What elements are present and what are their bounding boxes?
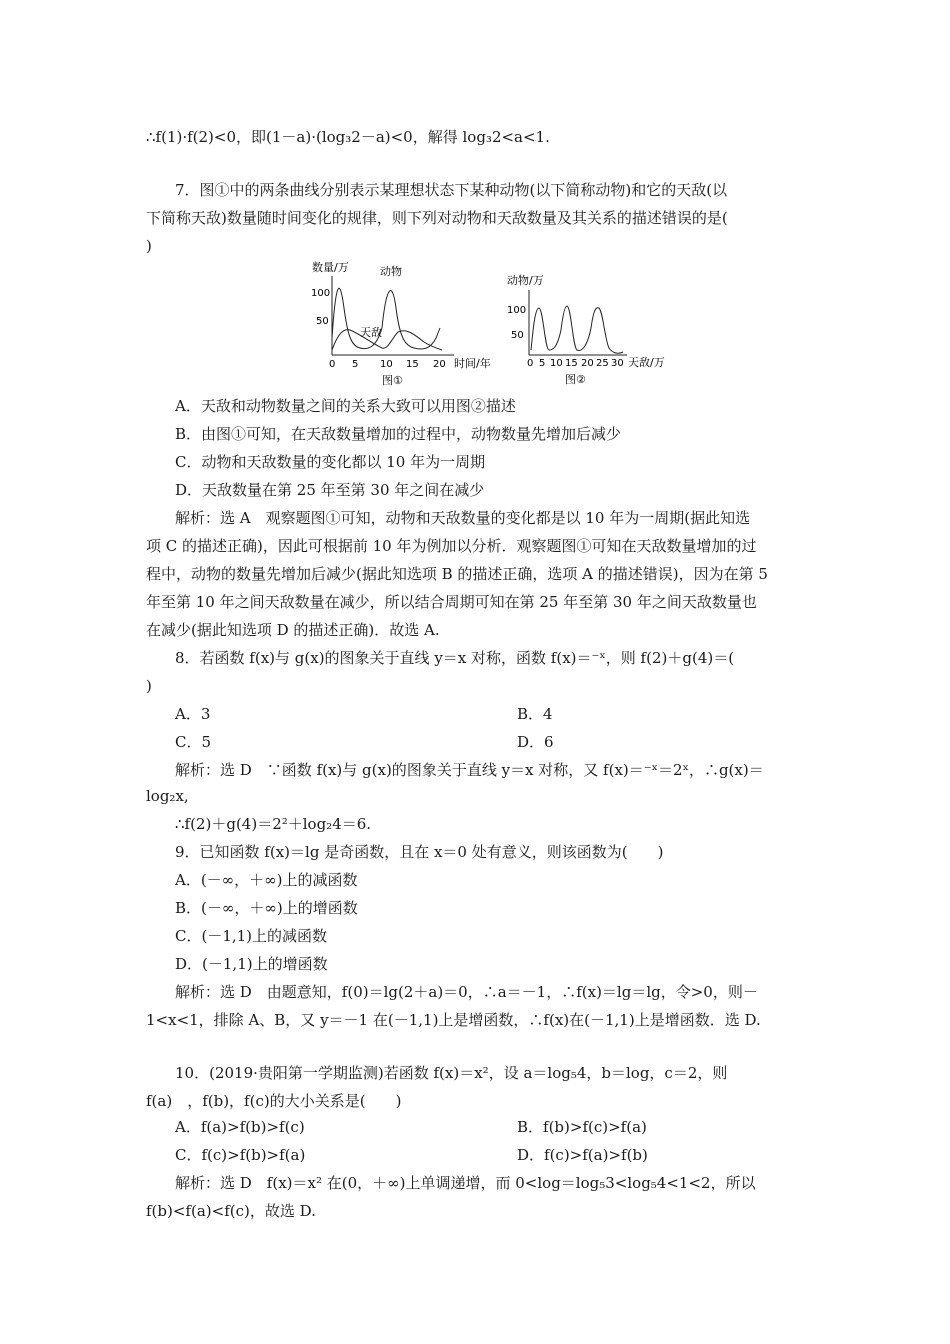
figure-2-phase-curve (503, 270, 683, 388)
solution-10: 解析：选 D f(x)＝x² 在(0，＋∞)上单调递增，而 0<log＝log₅3<log₅4<1<2，所以 (175, 1174, 756, 1192)
fig1-animal-label: 动物 (380, 265, 402, 278)
fig1-xtick: 0 (329, 359, 336, 370)
fig1-xtick: 10 (380, 359, 393, 370)
fig1-x-axis-label: 时间/年 (454, 357, 491, 370)
solution-10: f(b)<f(a)<f(c)，故选 D. (146, 1202, 316, 1220)
question-10-stem: 10．(2019·贵阳第一学期监测)若函数 f(x)＝x²，设 a＝log₅4，b＝log，c＝2，则 (175, 1064, 728, 1082)
figure-1-population-curves (296, 258, 508, 388)
option-D: D．(－1,1)上的增函数 (175, 955, 328, 973)
option-B: B．4 (517, 705, 553, 723)
fig1-animal-curve (332, 288, 440, 349)
fig2-caption: 图② (565, 373, 586, 386)
option-C: C．5 (175, 733, 212, 751)
fig2-xtick: 30 (611, 358, 624, 369)
question-9-stem: 9．已知函数 f(x)＝lg 是奇函数，且在 x＝0 处有意义，则该函数为( ) (175, 843, 664, 861)
fig2-xtick: 25 (596, 358, 609, 369)
fig2-xtick: 15 (565, 358, 578, 369)
fig1-enemy-label: 天敌 (360, 326, 382, 339)
option-C: C．(－1,1)上的减函数 (175, 927, 328, 945)
option-C: C．动物和天敌数量的变化都以 10 年为一周期 (175, 453, 486, 471)
question-7-stem: 7．图①中的两条曲线分别表示某理想状态下某种动物(以下简称动物)和它的天敌(以 (175, 181, 728, 199)
option-D: D．6 (517, 733, 554, 751)
option-D: D．天敌数量在第 25 年至第 30 年之间在减少 (175, 481, 485, 499)
solution-7: 年至第 10 年之间天敌数量在减少，所以结合周期可知在第 25 年至第 30 年之间天敌数量也 (146, 593, 757, 611)
fig2-y-axis-label: 动物/万 (507, 274, 544, 287)
solution-7: 在减少(据此知选项 D 的描述正确)．故选 A. (146, 621, 440, 639)
solution-9: 1<x<1，排除 A、B，又 y＝－1 在(－1,1)上是增函数，∴f(x)在(－1,1)上是增函数．选 D. (146, 1011, 761, 1029)
fig1-xtick: 15 (406, 359, 419, 370)
fig2-xtick: 20 (581, 358, 594, 369)
fig2-curve (531, 306, 623, 353)
fig1-y-axis-label: 数量/万 (312, 261, 349, 274)
solution-7: 程中，动物的数量先增加后减少(据此知选项 B 的描述正确，选项 A 的描述错误)，因为在第 5 (146, 565, 768, 583)
fig1-ytick: 50 (316, 316, 329, 327)
option-A: A．(－∞，＋∞)上的减函数 (175, 871, 358, 889)
question-8-stem: 8．若函数 f(x)与 g(x)的图象关于直线 y＝x 对称，函数 f(x)＝⁻ˣ，则 f(2)＋g(4)＝( (175, 649, 735, 667)
option-B: B．(－∞，＋∞)上的增函数 (175, 899, 358, 917)
fig2-xtick: 10 (550, 358, 563, 369)
solution-8: ∴f(2)＋g(4)＝2²＋log₂4＝6. (175, 815, 372, 833)
text-line: ∴f(1)·f(2)<0，即(1－a)·(log₃2－a)<0，解得 log₃2<a<1. (146, 128, 550, 146)
solution-8: 解析：选 D ∵函数 f(x)与 g(x)的图象关于直线 y＝x 对称，又 f(x)＝⁻ˣ＝2ˣ，∴g(x)＝ (175, 761, 764, 779)
fig1-ytick: 100 (311, 288, 331, 299)
question-8-stem: ) (146, 677, 152, 695)
option-D: D．f(c)>f(a)>f(b) (517, 1146, 648, 1164)
option-A: A．天敌和动物数量之间的关系大致可以用图②描述 (175, 397, 516, 415)
option-B: B．f(b)>f(c)>f(a) (517, 1118, 647, 1136)
option-A: A．3 (175, 705, 211, 723)
question-10-stem: f(a) ，f(b)，f(c)的大小关系是( ) (146, 1092, 402, 1110)
option-A: A．f(a)>f(b)>f(c) (175, 1118, 305, 1136)
fig2-ytick: 50 (511, 330, 524, 341)
question-7-stem: 下简称天敌)数量随时间变化的规律，则下列对动物和天敌数量及其关系的描述错误的是( (146, 209, 728, 227)
solution-8: log₂x, (146, 787, 189, 805)
fig2-xtick: 0 (527, 358, 534, 369)
solution-7: 解析：选 A 观察题图①可知，动物和天敌数量的变化都是以 10 年为一周期(据此知选 (175, 509, 751, 527)
fig2-x-axis-label: 天敌/万 (628, 356, 665, 369)
option-C: C．f(c)>f(b)>f(a) (175, 1146, 306, 1164)
fig1-caption: 图① (382, 374, 403, 387)
fig2-xtick: 5 (539, 358, 546, 369)
fig1-xtick: 20 (433, 359, 446, 370)
fig2-ytick: 100 (507, 305, 527, 316)
solution-7: 项 C 的描述正确)，因此可根据前 10 年为例加以分析．观察题图①可知在天敌数量增加的过 (146, 537, 757, 555)
fig1-xtick: 5 (352, 359, 359, 370)
option-B: B．由图①可知，在天敌数量增加的过程中，动物数量先增加后减少 (175, 425, 622, 443)
solution-9: 解析：选 D 由题意知，f(0)＝lg(2＋a)＝0，∴a＝－1，∴f(x)＝lg＝lg，令>0，则－ (175, 983, 758, 1001)
question-7-stem: ) (146, 237, 152, 255)
